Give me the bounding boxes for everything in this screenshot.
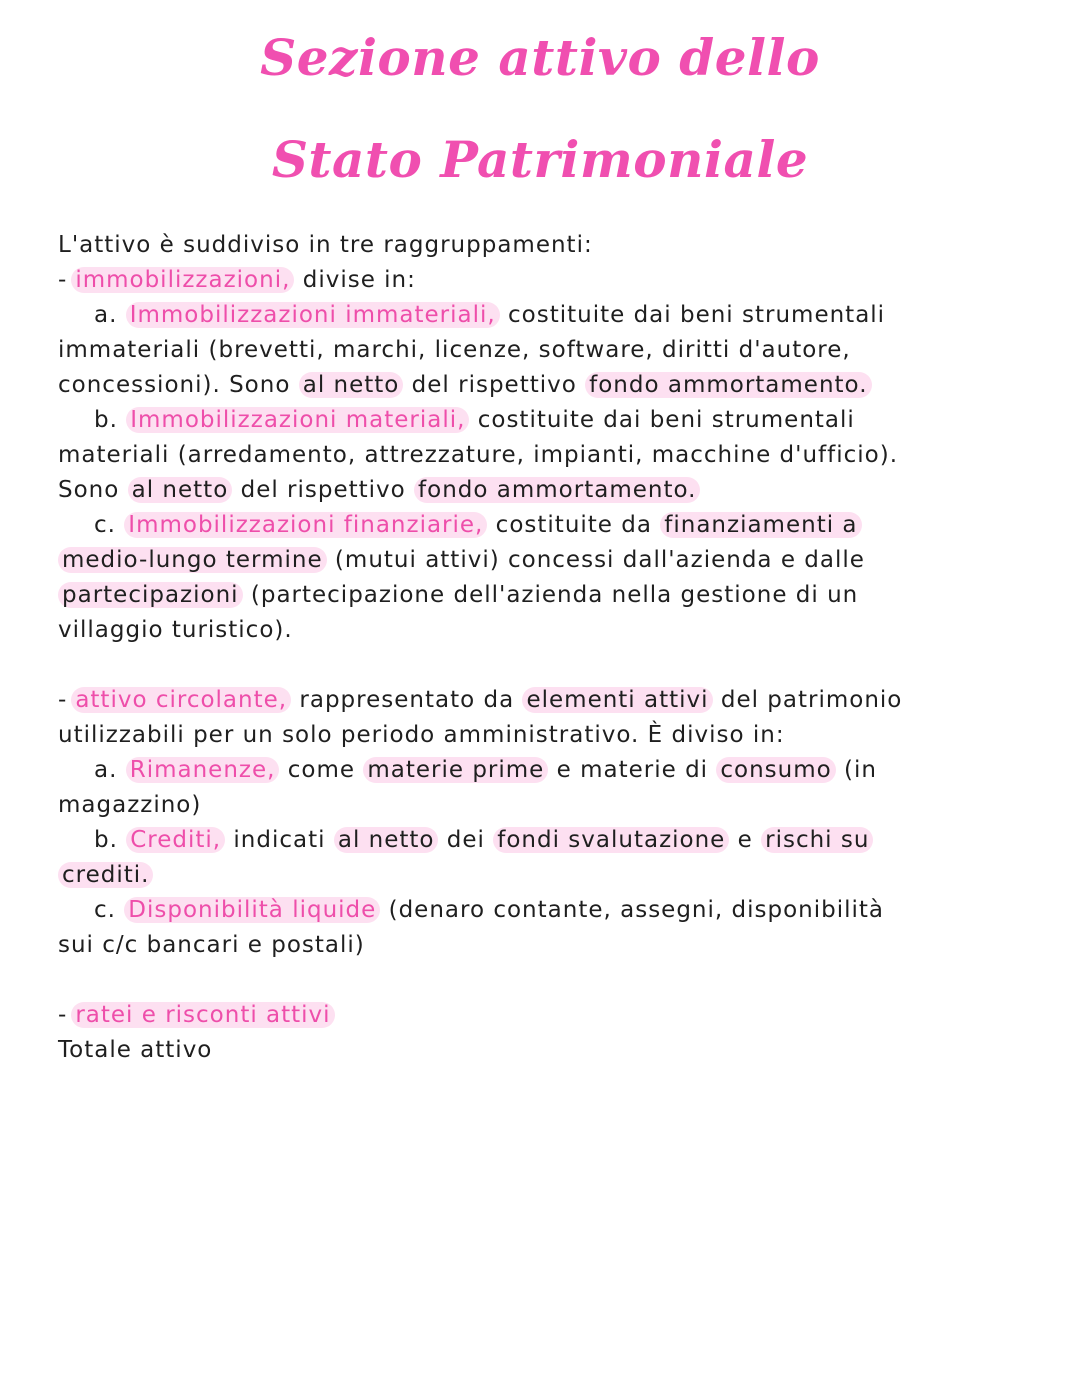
page-title-line-1: Sezione attivo dello — [260, 28, 820, 87]
highlight: fondi svalutazione — [493, 827, 729, 853]
item-label: Crediti, — [126, 827, 225, 853]
item-text: e materie di — [548, 757, 717, 783]
highlight: al netto — [128, 477, 233, 503]
highlight: partecipazioni — [58, 582, 243, 608]
item-text: costituite da — [487, 512, 661, 538]
total-attivo: Totale attivo — [58, 1037, 213, 1063]
highlight: al netto — [299, 372, 404, 398]
item-letter: b. — [94, 827, 127, 853]
item-letter: b. — [94, 407, 127, 433]
highlight: consumo — [716, 757, 835, 783]
item-text: costituite dai beni strumentali materiali (arredamento, attrezzature, impianti, macchine d'ufficio). Sono — [58, 407, 899, 503]
item-label: Disponibilità liquide — [124, 897, 380, 923]
item-text: dei — [438, 827, 494, 853]
item-materiali — [58, 403, 908, 508]
bullet-dash: - — [58, 267, 68, 293]
item-text: indicati — [225, 827, 334, 853]
item-letter: c. — [94, 897, 125, 923]
item-text: del rispettivo — [232, 477, 415, 503]
item-immateriali — [58, 298, 908, 403]
item-rimanenze — [58, 753, 908, 823]
item-label: Immobilizzazioni immateriali, — [126, 302, 500, 328]
item-text: (partecipazione dell'azienda nella gestione di un villaggio turistico). — [58, 582, 859, 643]
item-text: (mutui attivi) concessi dall'azienda e dalle — [326, 547, 865, 573]
item-disponibilita-liquide — [58, 893, 908, 963]
item-letter: a. — [94, 302, 126, 328]
section-attivo-circolante — [58, 683, 908, 753]
spacer — [58, 648, 908, 683]
item-text: del rispettivo — [403, 372, 586, 398]
item-text: (in magazzino) — [58, 757, 877, 818]
section-ratei-risconti — [58, 998, 908, 1033]
bullet-dash: - — [58, 1002, 68, 1028]
highlight: rischi su crediti. — [58, 827, 873, 888]
item-text: (denaro contante, assegni, disponibilità sui c/c bancari e postali) — [58, 897, 885, 958]
notes-body — [58, 228, 908, 1068]
highlight: materie prime — [363, 757, 548, 783]
highlight: fondo ammortamento. — [414, 477, 700, 503]
section-text: divise in: — [294, 267, 416, 293]
bullet-dash: - — [58, 687, 68, 713]
section-heading: ratei e risconti attivi — [71, 1002, 334, 1028]
section-heading: immobilizzazioni, — [71, 267, 294, 293]
item-text: costituite dai beni strumentali immateriali (brevetti, marchi, licenze, software, diritti d'autore, concessioni). Sono — [58, 302, 886, 398]
item-letter: c. — [94, 512, 125, 538]
section-text: rappresentato da — [291, 687, 523, 713]
item-text: come — [279, 757, 364, 783]
section-text: del patrimonio utilizzabili per un solo periodo amministrativo. È diviso in: — [58, 687, 903, 748]
highlight: fondo ammortamento. — [585, 372, 871, 398]
item-label: Rimanenze, — [126, 757, 280, 783]
section-heading: attivo circolante, — [71, 687, 291, 713]
item-label: Immobilizzazioni materiali, — [126, 407, 469, 433]
intro-text: L'attivo è suddiviso in tre raggruppamenti: — [58, 232, 593, 258]
section-immobilizzazioni — [58, 263, 908, 298]
item-letter: a. — [94, 757, 126, 783]
item-label: Immobilizzazioni finanziarie, — [124, 512, 487, 538]
highlight: al netto — [334, 827, 439, 853]
item-finanziarie — [58, 508, 908, 648]
spacer — [58, 963, 908, 998]
highlight: finanziamenti a medio-lungo termine — [58, 512, 862, 573]
highlight: elementi attivi — [522, 687, 712, 713]
item-text: e — [729, 827, 762, 853]
page-title-line-2: Stato Patrimoniale — [271, 130, 809, 189]
item-crediti — [58, 823, 908, 893]
